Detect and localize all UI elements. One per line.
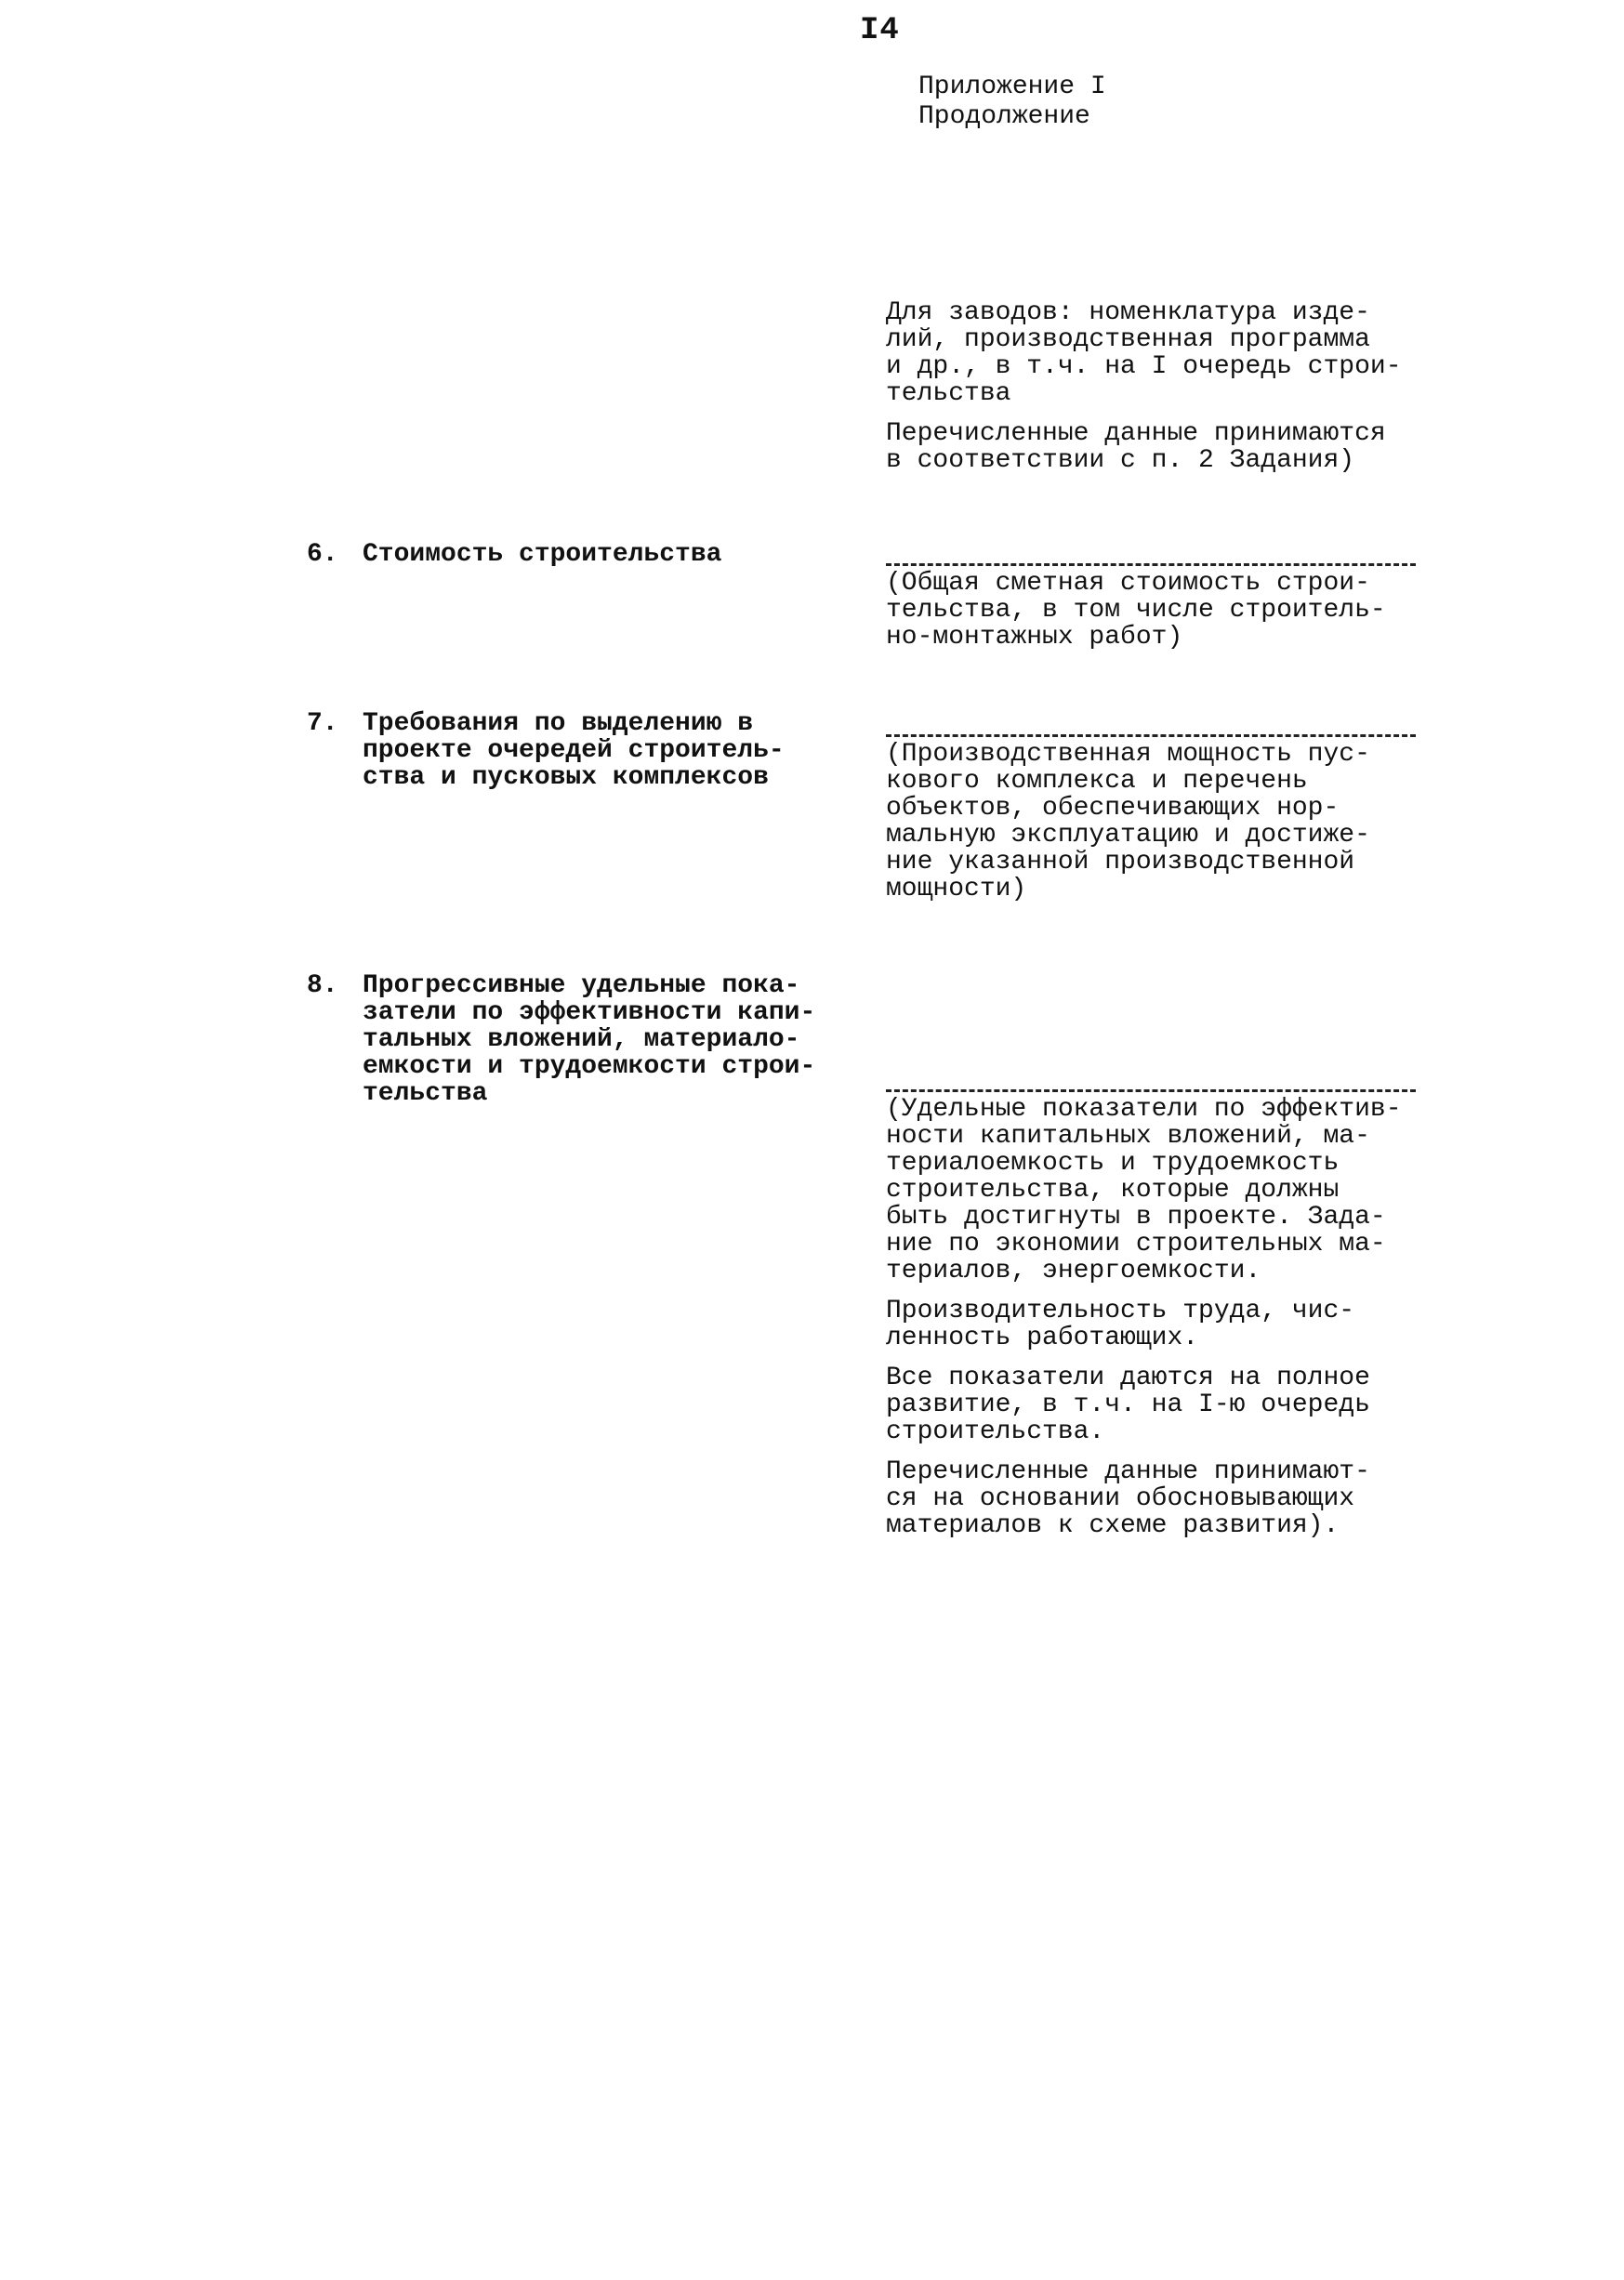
item-8-number: 8. (307, 971, 338, 1000)
item-6 (307, 541, 883, 568)
appendix-title: Приложение I (918, 72, 1106, 101)
item-6-description: (Общая сметная стоимость строи- тельства, в том числе строитель- но-монтажных работ) (886, 569, 1386, 652)
item-8-description-paragraph-3: Все показатели даются на полное развитие, в т.ч. на I-ю очередь строительства. (886, 1364, 1370, 1446)
dashed-divider (886, 1089, 1416, 1092)
item-8-description-block (886, 1089, 1462, 1552)
item-7-description: (Производственная мощность пус- кового комплекса и перечень объектов, обеспечивающих нор- мальную эксплуатацию и достиже- ние указанной производственной мощности) (886, 740, 1370, 903)
continuation-block (886, 299, 1462, 487)
item-8 (307, 972, 883, 1107)
item-8-title: Прогрессивные удельные пока- затели по эффективности капи- тальных вложений, материало- емкости и трудоемкости строи- тельства (363, 971, 816, 1108)
page-number: I4 (860, 13, 900, 48)
item-6-description-block (886, 563, 1462, 664)
dashed-divider (886, 563, 1416, 566)
item-8-description-paragraph-1: (Удельные показатели по эффектив- ности капитальных вложений, ма- териалоемкость и трудоемкость строительства, которые должны быть достигнуты в проекте. Зада- ние по экономии строительных ма- териалов, энергоемкости. (886, 1095, 1402, 1285)
item-7-title: Требования по выделению в проекте очередей строитель- ства и пусковых комплексов (363, 709, 785, 792)
item-6-title: Стоимость строительства (363, 540, 722, 569)
item-8-description-paragraph-4: Перечисленные данные принимают- ся на основании обосновывающих материалов к схеме развития). (886, 1457, 1370, 1540)
item-7-number: 7. (307, 709, 338, 738)
item-8-description-paragraph-2: Производительность труда, чис- ленность работающих. (886, 1297, 1355, 1352)
item-7 (307, 710, 883, 791)
appendix-continuation: Продолжение (918, 102, 1090, 131)
continuation-paragraph-1: Для заводов: номенклатура изде- лий, производственная программа и др., в т.ч. на I очередь строи- тельства (886, 298, 1402, 408)
appendix-header (918, 72, 1106, 132)
dashed-divider (886, 734, 1416, 737)
continuation-paragraph-2: Перечисленные данные принимаются в соответствии с п. 2 Задания) (886, 419, 1386, 475)
item-6-number: 6. (307, 540, 338, 569)
item-7-description-block (886, 734, 1462, 916)
